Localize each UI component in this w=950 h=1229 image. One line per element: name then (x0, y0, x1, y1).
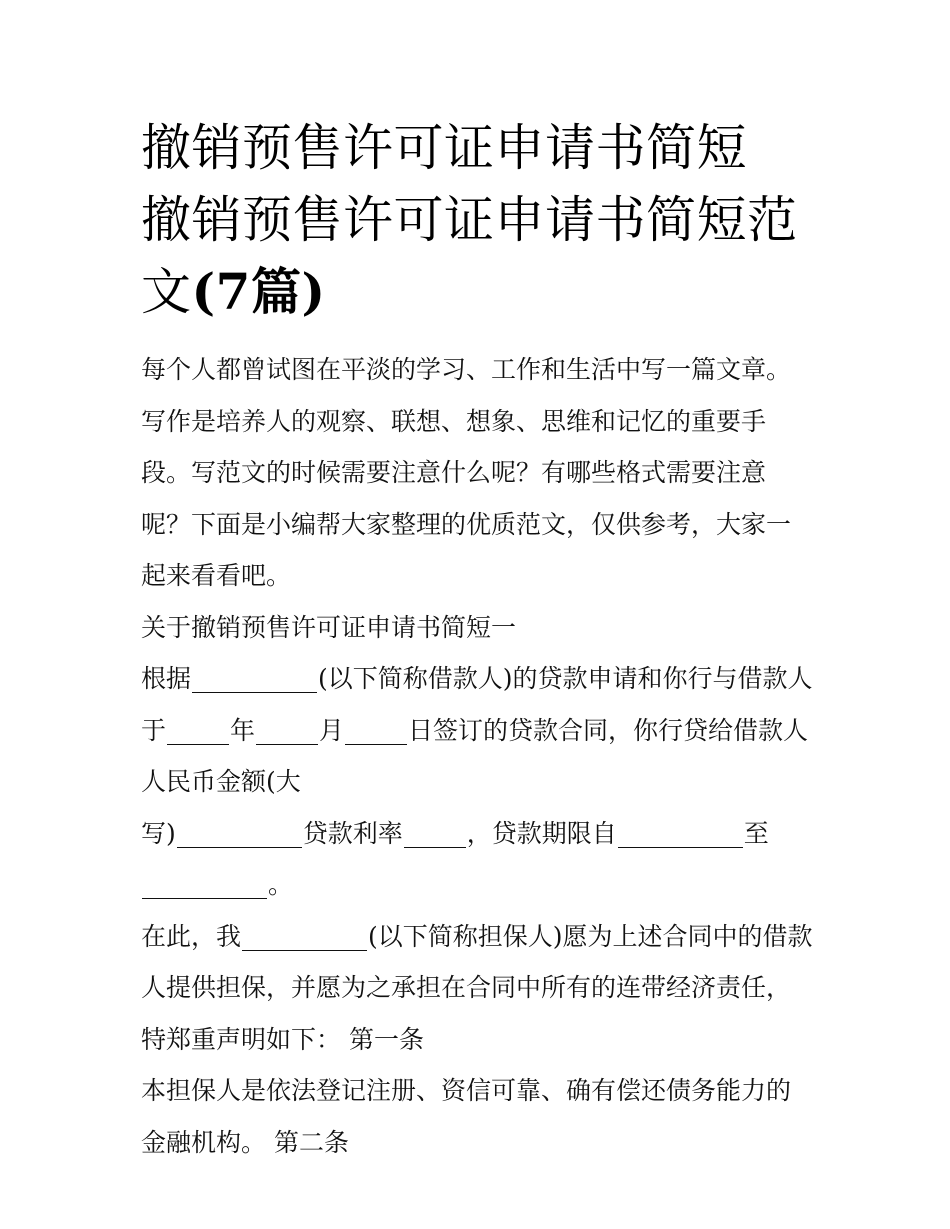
amount-text-1: 写) (141, 818, 176, 848)
amount-text-2: 贷款利率 (302, 818, 403, 848)
loan-text-2: (以下简称借款人)的贷款申请和你行与借款人于 (141, 664, 813, 745)
document-title (141, 112, 813, 328)
blank-month (256, 714, 318, 745)
amount-text-3: ，贷款期限自 (466, 818, 617, 848)
document-content (141, 112, 813, 1168)
amount-paragraph (141, 808, 813, 860)
loan-paragraph (141, 653, 813, 808)
term-end-paragraph (141, 859, 813, 911)
term-end-text: 。 (268, 870, 294, 899)
blank-borrower (192, 662, 317, 693)
blank-day (345, 714, 407, 745)
blank-amount (177, 817, 302, 848)
loan-text-4: 月 (319, 715, 345, 745)
article-paragraph: 本担保人是依法登记注册、资信可靠、确有偿还债务能力的金融机构。 第二条 (141, 1076, 792, 1157)
blank-term-end (142, 868, 267, 899)
title-count: (7篇) (191, 262, 326, 321)
guarantor-text-2: (以下简称担保人)愿为上述合同中的借款人提供担保，并愿为之承担在合同中所有的连带经济责任，特郑重声明如下： 第一条 (141, 921, 813, 1054)
loan-text-3: 年 (230, 715, 256, 745)
document-body (141, 344, 813, 1168)
title-main: 撤销预售许可证申请书简短 撤销预售许可证申请书简短范文 (141, 119, 798, 321)
loan-text-1: 根据 (141, 664, 192, 693)
blank-term-start (618, 817, 743, 848)
intro-paragraph: 每个人都曾试图在平淡的学习、工作和生活中写一篇文章。写作是培养人的观察、联想、想象、思维和记忆的重要手段。写范文的时候需要注意什么呢？有哪些格式需要注意呢？下面是小编帮大家整理的优质范文，仅供参考，大家一起来看看吧。 (141, 355, 792, 590)
guarantor-text-1: 在此，我 (141, 921, 242, 951)
section-heading: 关于撤销预售许可证申请书简短一 (141, 612, 517, 642)
blank-year (167, 714, 229, 745)
amount-text-4: 至 (743, 818, 769, 848)
guarantor-paragraph (141, 911, 813, 1066)
blank-rate (404, 817, 466, 848)
blank-guarantor (242, 920, 367, 951)
loan-text-5: 日签订的贷款合同，你行贷给借款人人民币金额(大 (141, 715, 809, 796)
